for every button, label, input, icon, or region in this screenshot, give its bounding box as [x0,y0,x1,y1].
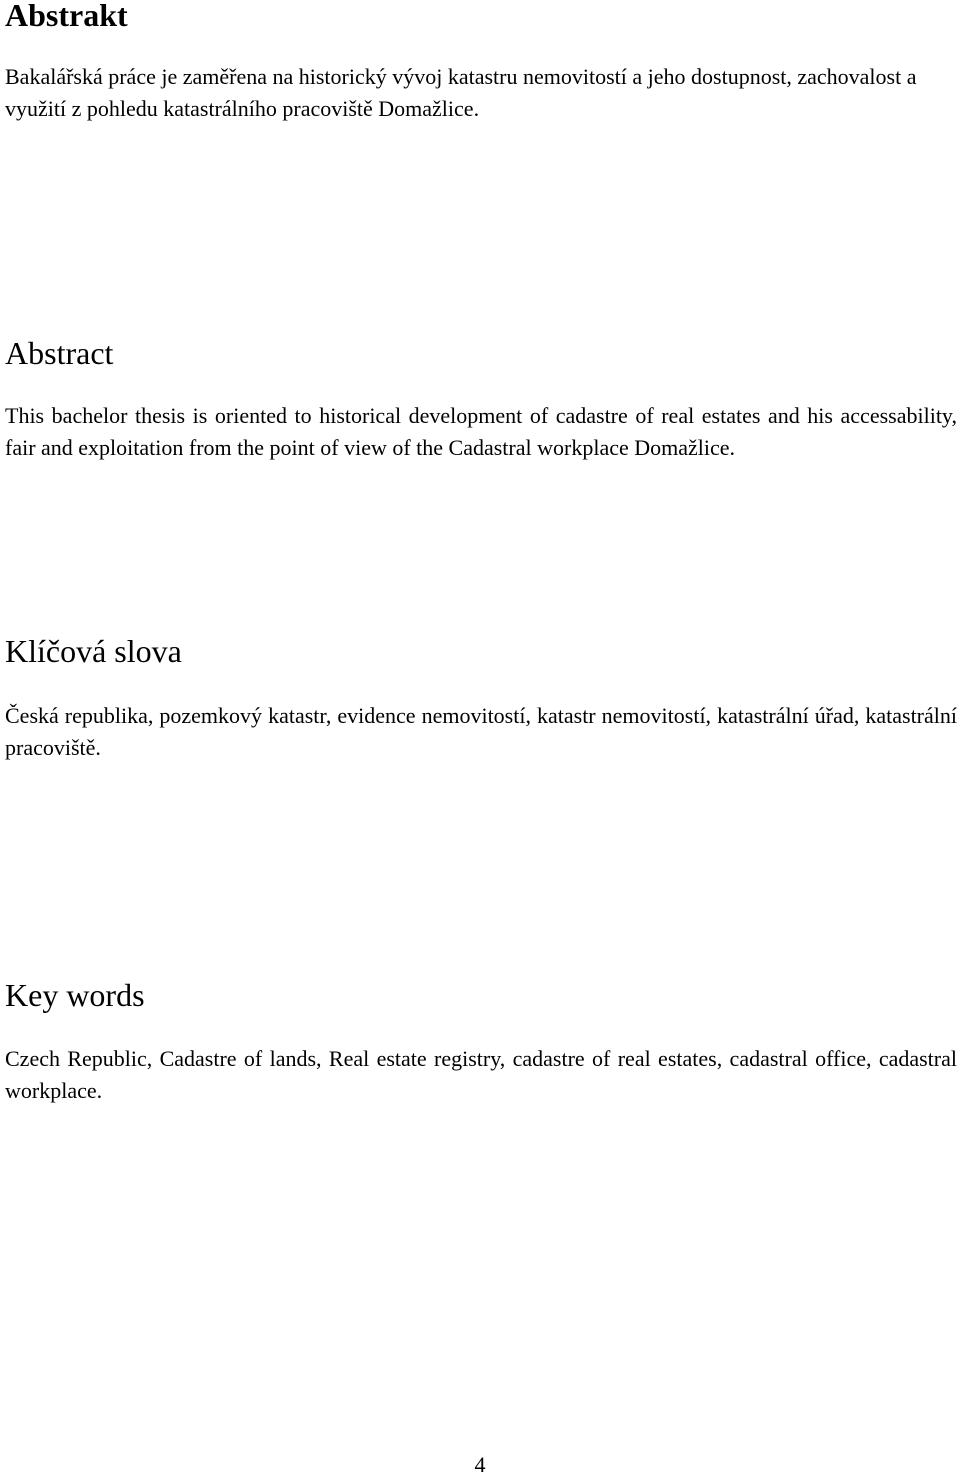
abstract-paragraph: This bachelor thesis is oriented to historical development of cadastre of real estates and his accessability, fair and exploitation from the point of view of the Cadastral workplace Domažlice. [5,403,957,460]
key-words-paragraph: Czech Republic, Cadastre of lands, Real estate registry, cadastre of real estates, cadastral office, cadastral workplace. [5,1046,957,1103]
key-words-heading: Key words [5,977,145,1013]
klicova-slova-heading: Klíčová slova [5,633,182,669]
abstract-heading: Abstract [5,335,114,371]
page-number: 4 [474,1452,486,1477]
abstrakt-paragraph: Bakalářská práce je zaměřena na historický vývoj katastru nemovitostí a jeho dostupnost, zachovalost a využití z pohledu katastrálního pracoviště Domažlice. [5,64,917,121]
abstrakt-heading: Abstrakt [5,0,128,33]
klicova-slova-paragraph: Česká republika, pozemkový katastr, evidence nemovitostí, katastr nemovitostí, katastrální úřad, katastrální pracoviště. [5,703,957,760]
